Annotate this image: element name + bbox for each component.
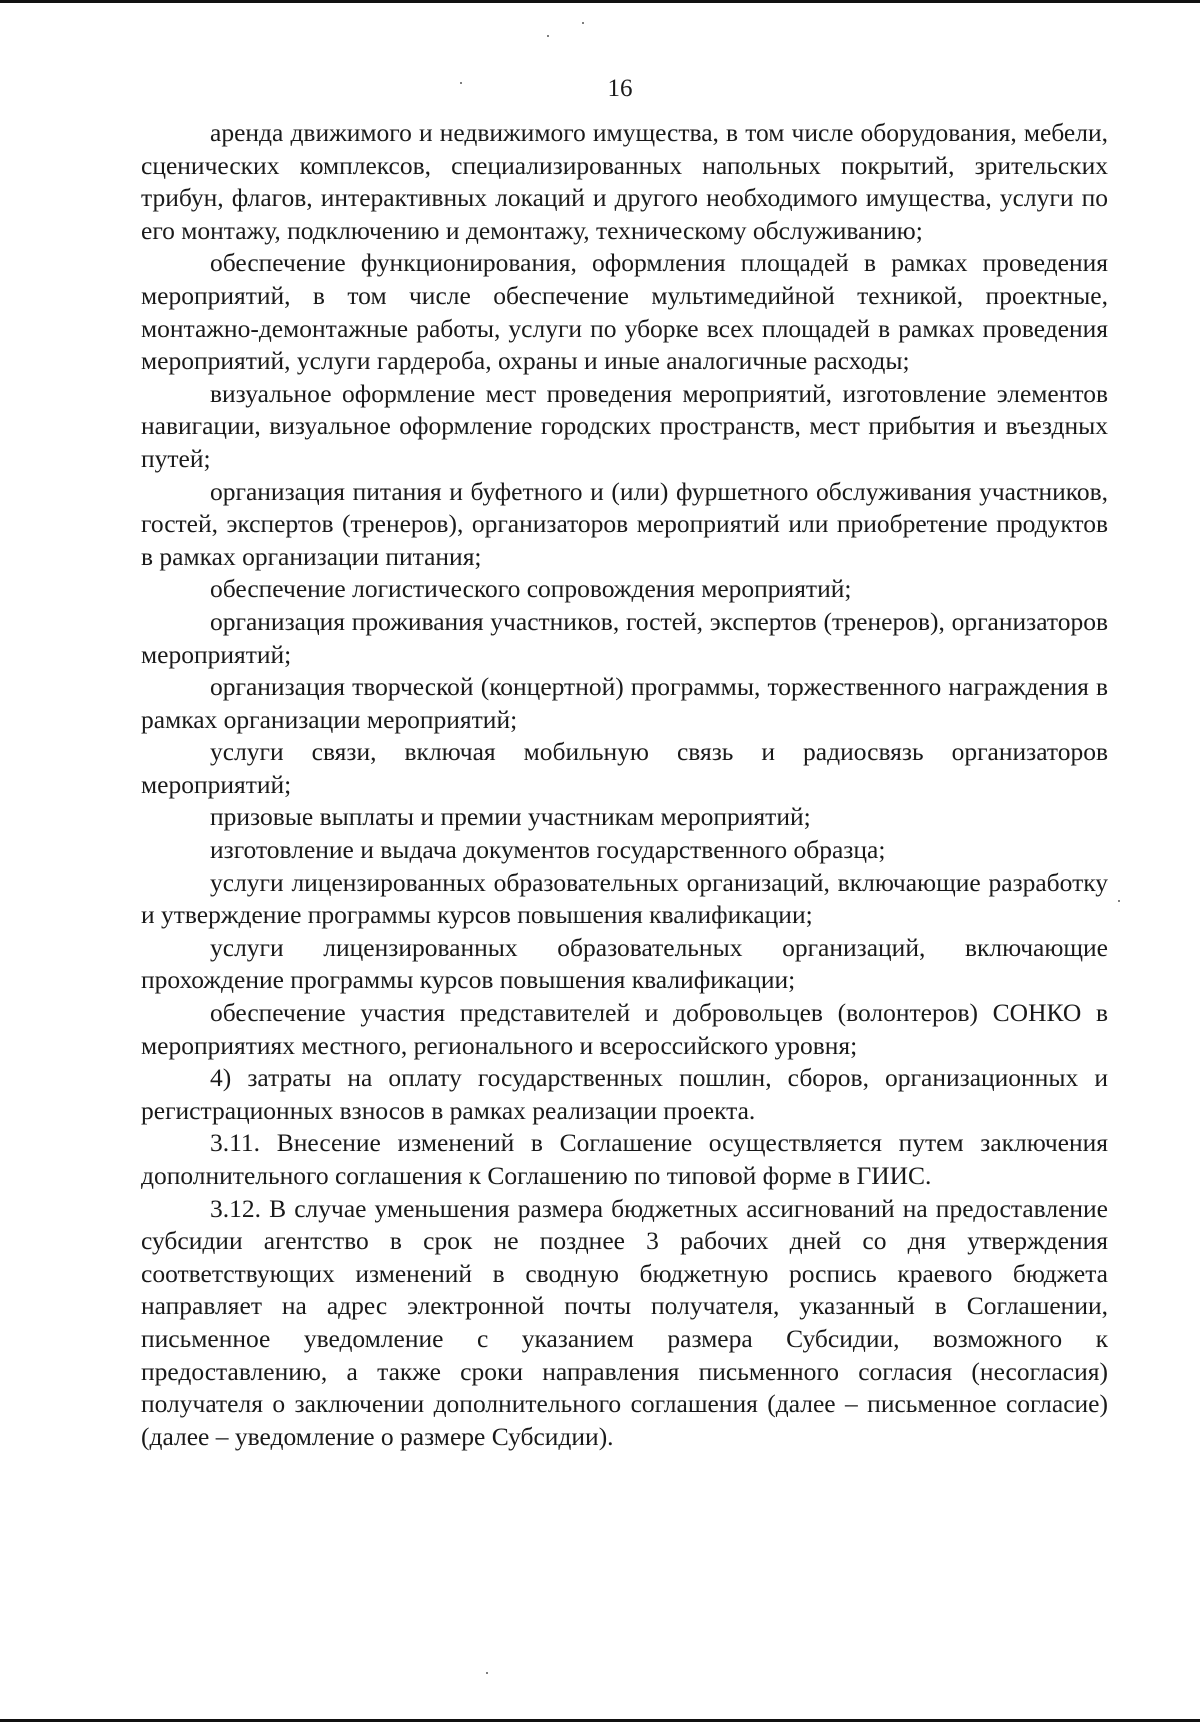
paragraph-visual-design: визуальное оформление мест проведения мероприятий, изготовление элементов навигации, визуальное оформление городских пространств, мест прибытия и въездных путей; (141, 378, 1108, 473)
scan-speck (486, 1672, 488, 1674)
paragraph-clause-3-11: 3.11. Внесение изменений в Соглашение осуществляется путем заключения дополнительного соглашения к Соглашению по типовой форме в ГИИС. (141, 1128, 1108, 1190)
paragraph-volunteer-participation: обеспечение участия представителей и добровольцев (волонтеров) СОНКО в мероприятиях местного, регионального и всероссийского уровня; (141, 998, 1108, 1060)
scan-speck (547, 35, 549, 37)
paragraph-property-rental: аренда движимого и недвижимого имущества, в том числе оборудования, мебели, сценических комплексов, специализированных напольных покрытий, зрительских трибун, флагов, интерактивных локаций и другого необходимого имущества, услуги по его монтажу, подключению и демонтажу, техническому обслуживанию; (141, 118, 1108, 245)
paragraph-clause-3-12: 3.12. В случае уменьшения размера бюджетных ассигнований на предоставление субсидии агентство в срок не позднее 3 рабочих дней со дня утверждения соответствующих изменений в сводную бюджетную роспись краевого бюджета направляет на адрес электронной почты получателя, указанный в Соглашении, письменное уведомление с указанием размера Субсидии, возможного к предоставлению, а также сроки направления письменного согласия (несогласия) получателя о заключении дополнительного соглашения (далее – письменное согласие) (далее – уведомление о размере Субсидии). (141, 1193, 1108, 1451)
scan-border-top (0, 0, 1200, 3)
paragraph-logistics: обеспечение логистического сопровождения мероприятий; (210, 574, 852, 604)
paragraph-communications: услуги связи, включая мобильную связь и радиосвязь организаторов мероприятий; (141, 737, 1108, 799)
paragraph-fees-item-4: 4) затраты на оплату государственных пошлин, сборов, организационных и регистрационных взносов в рамках реализации проекта. (141, 1063, 1108, 1125)
paragraph-course-completion: услуги лицензированных образовательных организаций, включающие прохождение программы курсов повышения квалификации; (141, 932, 1108, 995)
paragraph-course-development: услуги лицензированных образовательных организаций, включающие разработку и утверждение программы курсов повышения квалификации; (141, 867, 1108, 930)
paragraph-catering: организация питания и буфетного и (или) фуршетного обслуживания участников, гостей, экспертов (тренеров), организаторов мероприятий или приобретение продуктов в рамках организации питания; (141, 476, 1108, 571)
paragraph-venue-operation: обеспечение функционирования, оформления площадей в рамках проведения мероприятий, в том числе обеспечение мультимедийной техникой, проектные, монтажно-демонтажные работы, услуги по уборке всех площадей в рамках проведения мероприятий, услуги гардероба, охраны и иные аналогичные расходы; (141, 248, 1108, 376)
page-number: 16 (607, 75, 633, 102)
document-body (141, 117, 1108, 1453)
paragraph-creative-program: организация творческой (концертной) программы, торжественного награждения в рамках организации мероприятий; (141, 672, 1108, 734)
paragraph-prize-payments: призовые выплаты и премии участникам мероприятий; (210, 802, 811, 832)
scan-speck (1118, 900, 1120, 902)
scan-speck (582, 22, 584, 24)
paragraph-accommodation: организация проживания участников, гостей, экспертов (тренеров), организаторов мероприятий; (141, 606, 1108, 669)
paragraph-state-documents: изготовление и выдача документов государственного образца; (210, 835, 886, 865)
